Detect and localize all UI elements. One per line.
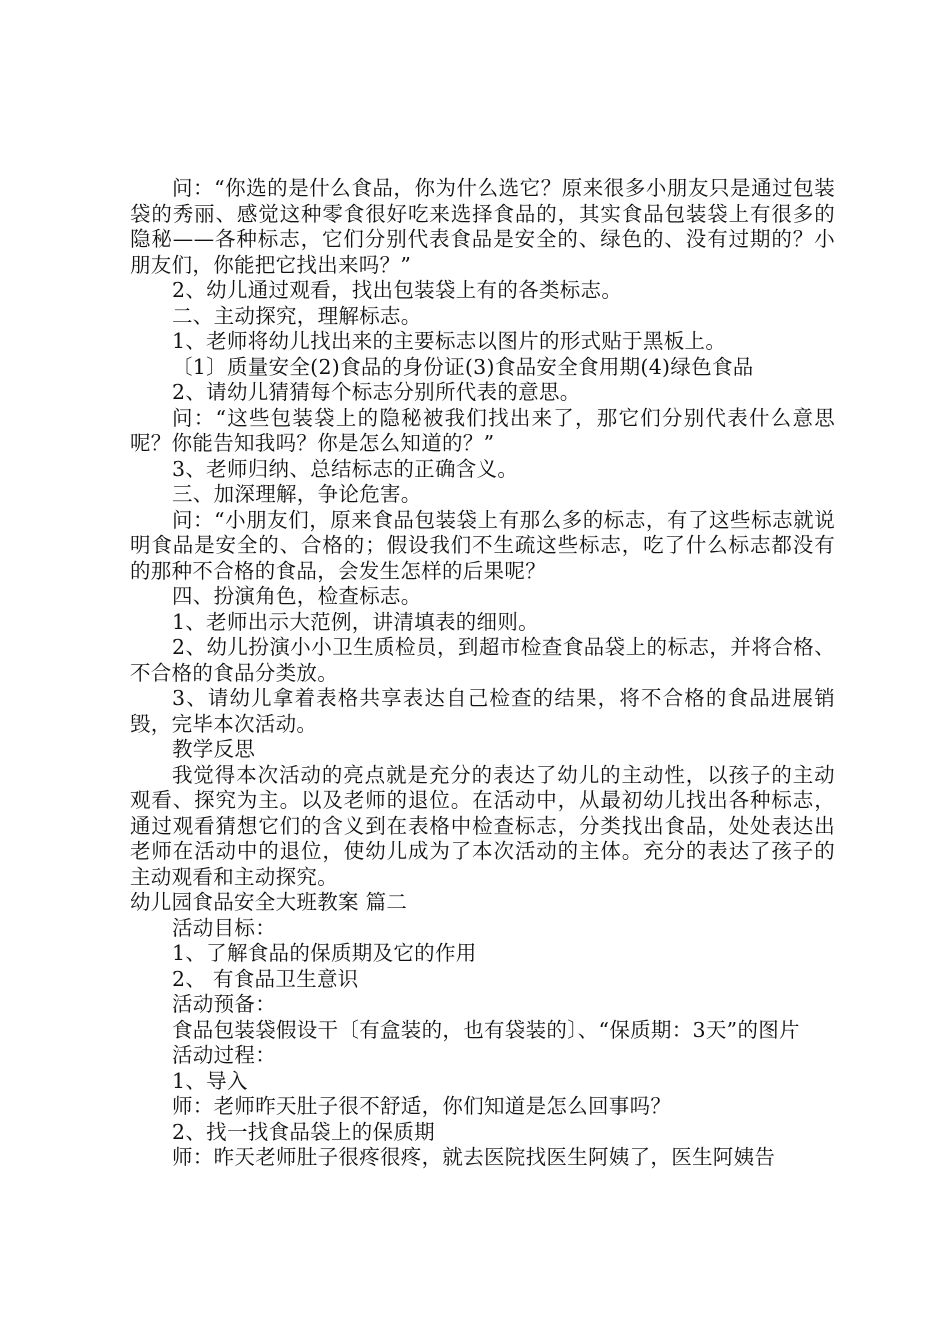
paragraph-process-2: 2、找一找食品袋上的保质期 bbox=[172, 1119, 435, 1144]
paragraph-question-3: 问：“小朋友们，原来食品包装袋上有那么多的标志，有了这些标志就说明食品是安全的、合格的；假设我们不生疏这些标志，吃了什么标志都没有的那种不合格的食品，会发生怎样的后果呢？ bbox=[130, 507, 835, 583]
paragraph-teacher-1: 师：老师昨天肚子很不舒适，你们知道是怎么回事吗？ bbox=[172, 1094, 672, 1118]
paragraph-step-roleplay: 2、幼儿扮演小小卫生质检员，到超市检查食品袋上的标志，并将合格、不合格的食品分类放。 bbox=[130, 635, 835, 685]
paragraph-reflection: 我觉得本次活动的亮点就是充分的表达了幼儿的主动性，以孩子的主动观看、探究为主。以及老师的退位。在活动中，从最初幼儿找出各种标志，通过观看猜想它们的含义到在表格中检查标志，分类找出食品，处处表达出老师在活动中的退位，使幼儿成为了本次活动的主体。充分的表达了孩子的主动观看和主动探究。 bbox=[130, 762, 835, 889]
paragraph-goal-2: 2、 有食品卫生意识 bbox=[172, 966, 359, 991]
section-title-part-2: 幼儿园食品安全大班教案 篇二 bbox=[130, 890, 408, 914]
heading-process: 活动过程： bbox=[172, 1043, 276, 1067]
paragraph-goal-1: 1、了解食品的保质期及它的作用 bbox=[172, 941, 477, 965]
paragraph-step-share: 3、请幼儿拿着表格共享表达自己检查的结果，将不合格的食品进展销毁，完毕本次活动。 bbox=[130, 686, 835, 736]
paragraph-teacher-2: 师：昨天老师肚子很疼很疼，就去医院找医生阿姨了，医生阿姨告 bbox=[172, 1145, 776, 1169]
paragraph-question-2: 问：“这些包装袋上的隐秘被我们找出来了，那它们分别代表什么意思呢？你能告知我吗？你是怎么知道的？” bbox=[130, 405, 835, 455]
paragraph-preparation: 食品包装袋假设干〔有盒装的，也有袋装的〕、“保质期：3天”的图片 bbox=[172, 1017, 800, 1042]
paragraph-step-observe: 2、幼儿通过观看，找出包装袋上有的各类标志。 bbox=[172, 278, 623, 302]
paragraph-step-example: 1、老师出示大范例，讲清填表的细则。 bbox=[172, 609, 539, 634]
paragraph-step-summary: 3、老师归纳、总结标志的正确含义。 bbox=[172, 456, 519, 481]
document-body bbox=[130, 176, 835, 1171]
section-heading-2: 二、主动探究，理解标志。 bbox=[172, 303, 422, 328]
reflection-heading: 教学反思 bbox=[172, 737, 256, 761]
paragraph-step-post-signs: 1、老师将幼儿找出来的主要标志以图片的形式贴于黑板上。 bbox=[172, 329, 727, 353]
paragraph-process-1: 1、导入 bbox=[172, 1068, 248, 1093]
paragraph-question-1: 问：“你选的是什么食品，你为什么选它？原来很多小朋友只是通过包装袋的秀丽、感觉这种零食很好吃来选择食品的，其实食品包装袋上有很多的隐秘——各种标志，它们分别代表食品是安全的、绿色的、没有过期的？小朋友们，你能把它找出来吗？” bbox=[130, 176, 835, 277]
paragraph-step-guess: 2、请幼儿猜猜每个标志分别所代表的意思。 bbox=[172, 380, 581, 404]
section-heading-4: 四、扮演角色，检查标志。 bbox=[172, 584, 422, 608]
section-heading-3: 三、加深理解，争论危害。 bbox=[172, 482, 422, 506]
paragraph-sign-list: 〔1〕质量安全(2)食品的身份证(3)食品安全食用期(4)绿色食品 bbox=[172, 354, 754, 379]
heading-activity-goals: 活动目标： bbox=[172, 915, 276, 940]
heading-preparation: 活动预备： bbox=[172, 992, 276, 1016]
